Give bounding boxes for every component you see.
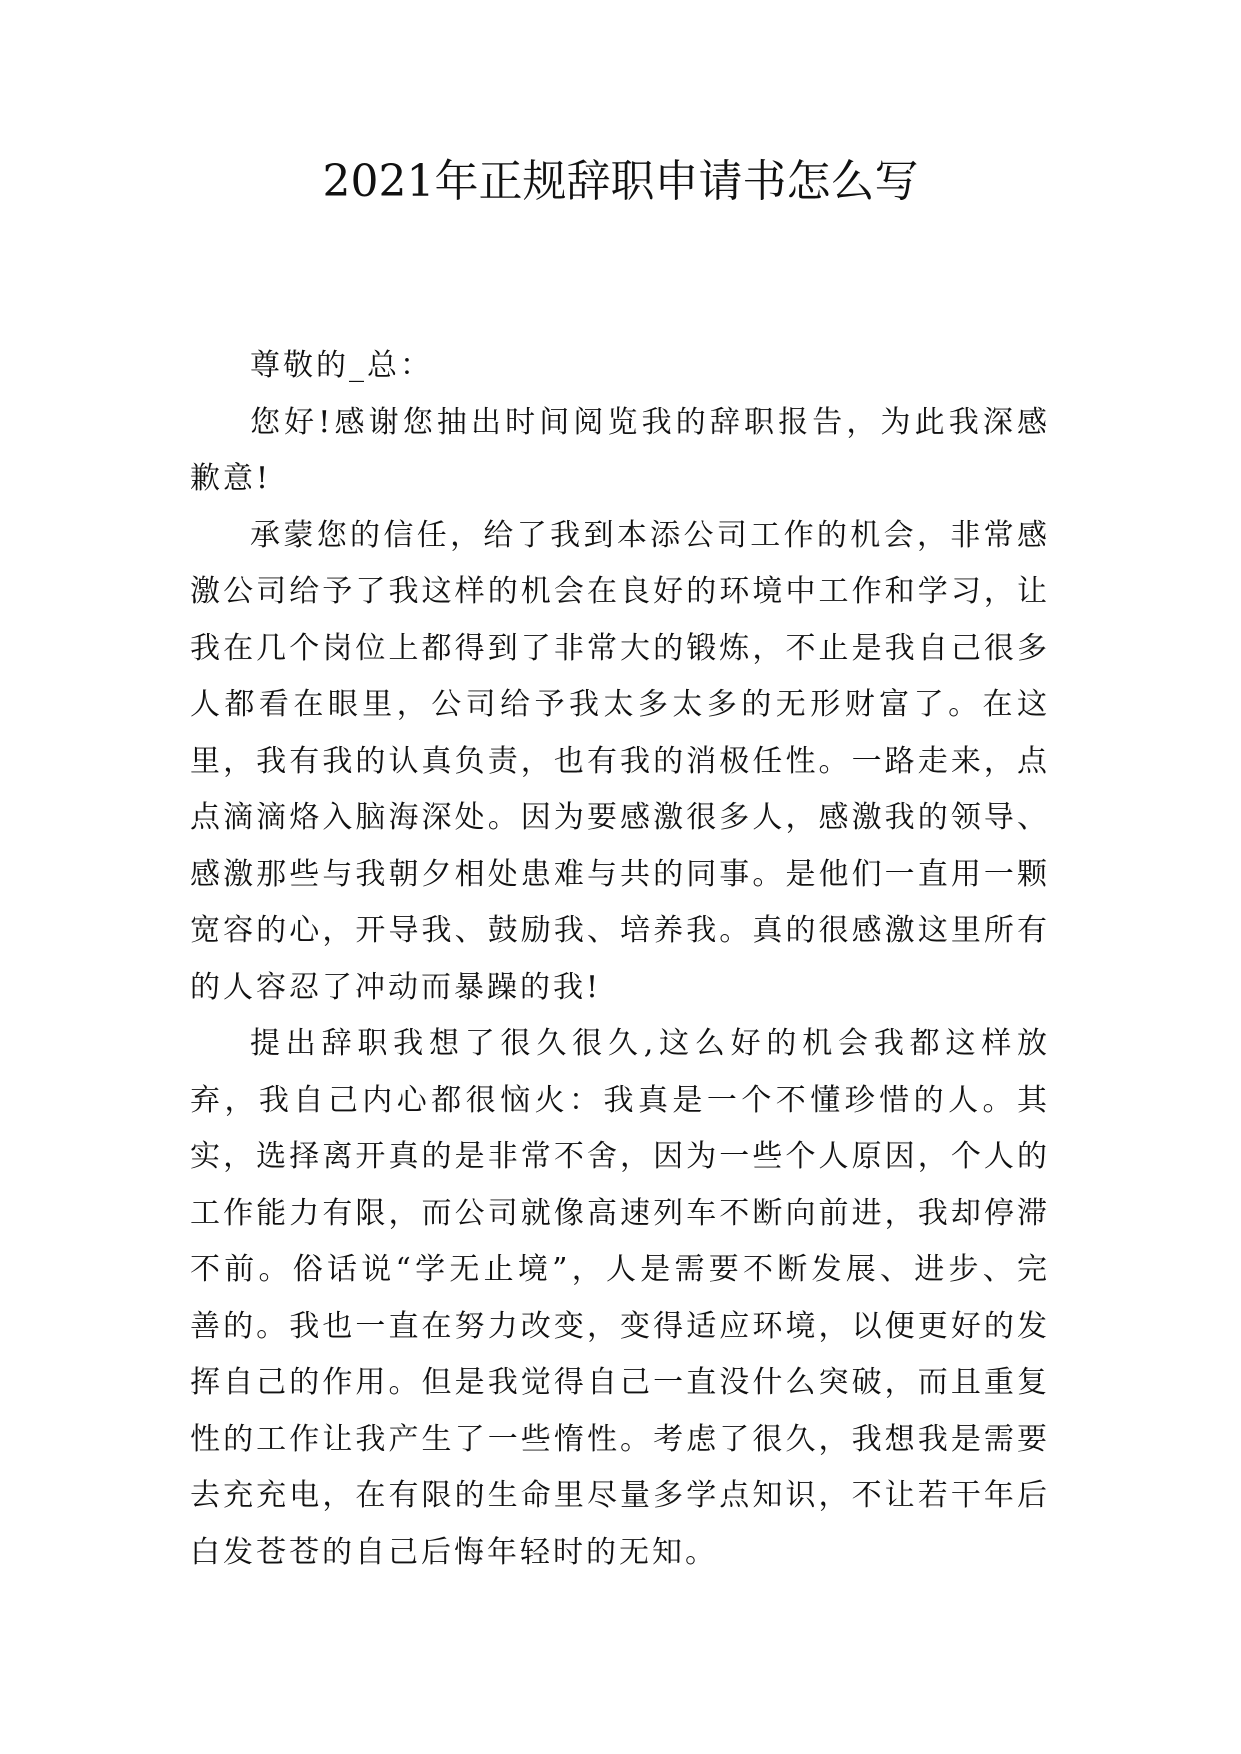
salutation: 尊敬的_总：	[250, 348, 433, 383]
paragraph-greeting: 您好!感谢您抽出时间阅览我的辞职报告，为此我深感歉意!	[190, 404, 1050, 496]
paragraph-reason: 提出辞职我想了很久很久,这么好的机会我都这样放弃，我自己内心都很恼火：我真是一个不懂珍惜的人。其实，选择离开真的是非常不舍，因为一些个人原因，个人的工作能力有限，而公司就像高速列车不断向前进，我却停滞不前。俗话说“学无止境”，人是需要不断发展、进步、完善的。我也一直在努力改变，变得适应环境，以便更好的发挥自己的作用。但是我觉得自己一直没什么突破，而且重复性的工作让我产生了一些惰性。考虑了很久，我想我是需要去充充电，在有限的生命里尽量多学点知识，不让若干年后白发苍苍的自己后悔年轻时的无知。	[190, 1026, 1050, 1570]
document-body	[190, 338, 1050, 1581]
document-title: 2021年正规辞职申请书怎么写	[322, 156, 919, 207]
paragraph-gratitude: 承蒙您的信任，给了我到本添公司工作的机会，非常感激公司给予了我这样的机会在良好的环境中工作和学习，让我在几个岗位上都得到了非常大的锻炼，不止是我自己很多人都看在眼里，公司给予我太多太多的无形财富了。在这里，我有我的认真负责，也有我的消极任性。一路走来，点点滴滴烙入脑海深处。因为要感激很多人，感激我的领导、感激那些与我朝夕相处患难与共的同事。是他们一直用一颗宽容的心，开导我、鼓励我、培养我。真的很感激这里所有的人容忍了冲动而暴躁的我!	[190, 517, 1050, 1005]
